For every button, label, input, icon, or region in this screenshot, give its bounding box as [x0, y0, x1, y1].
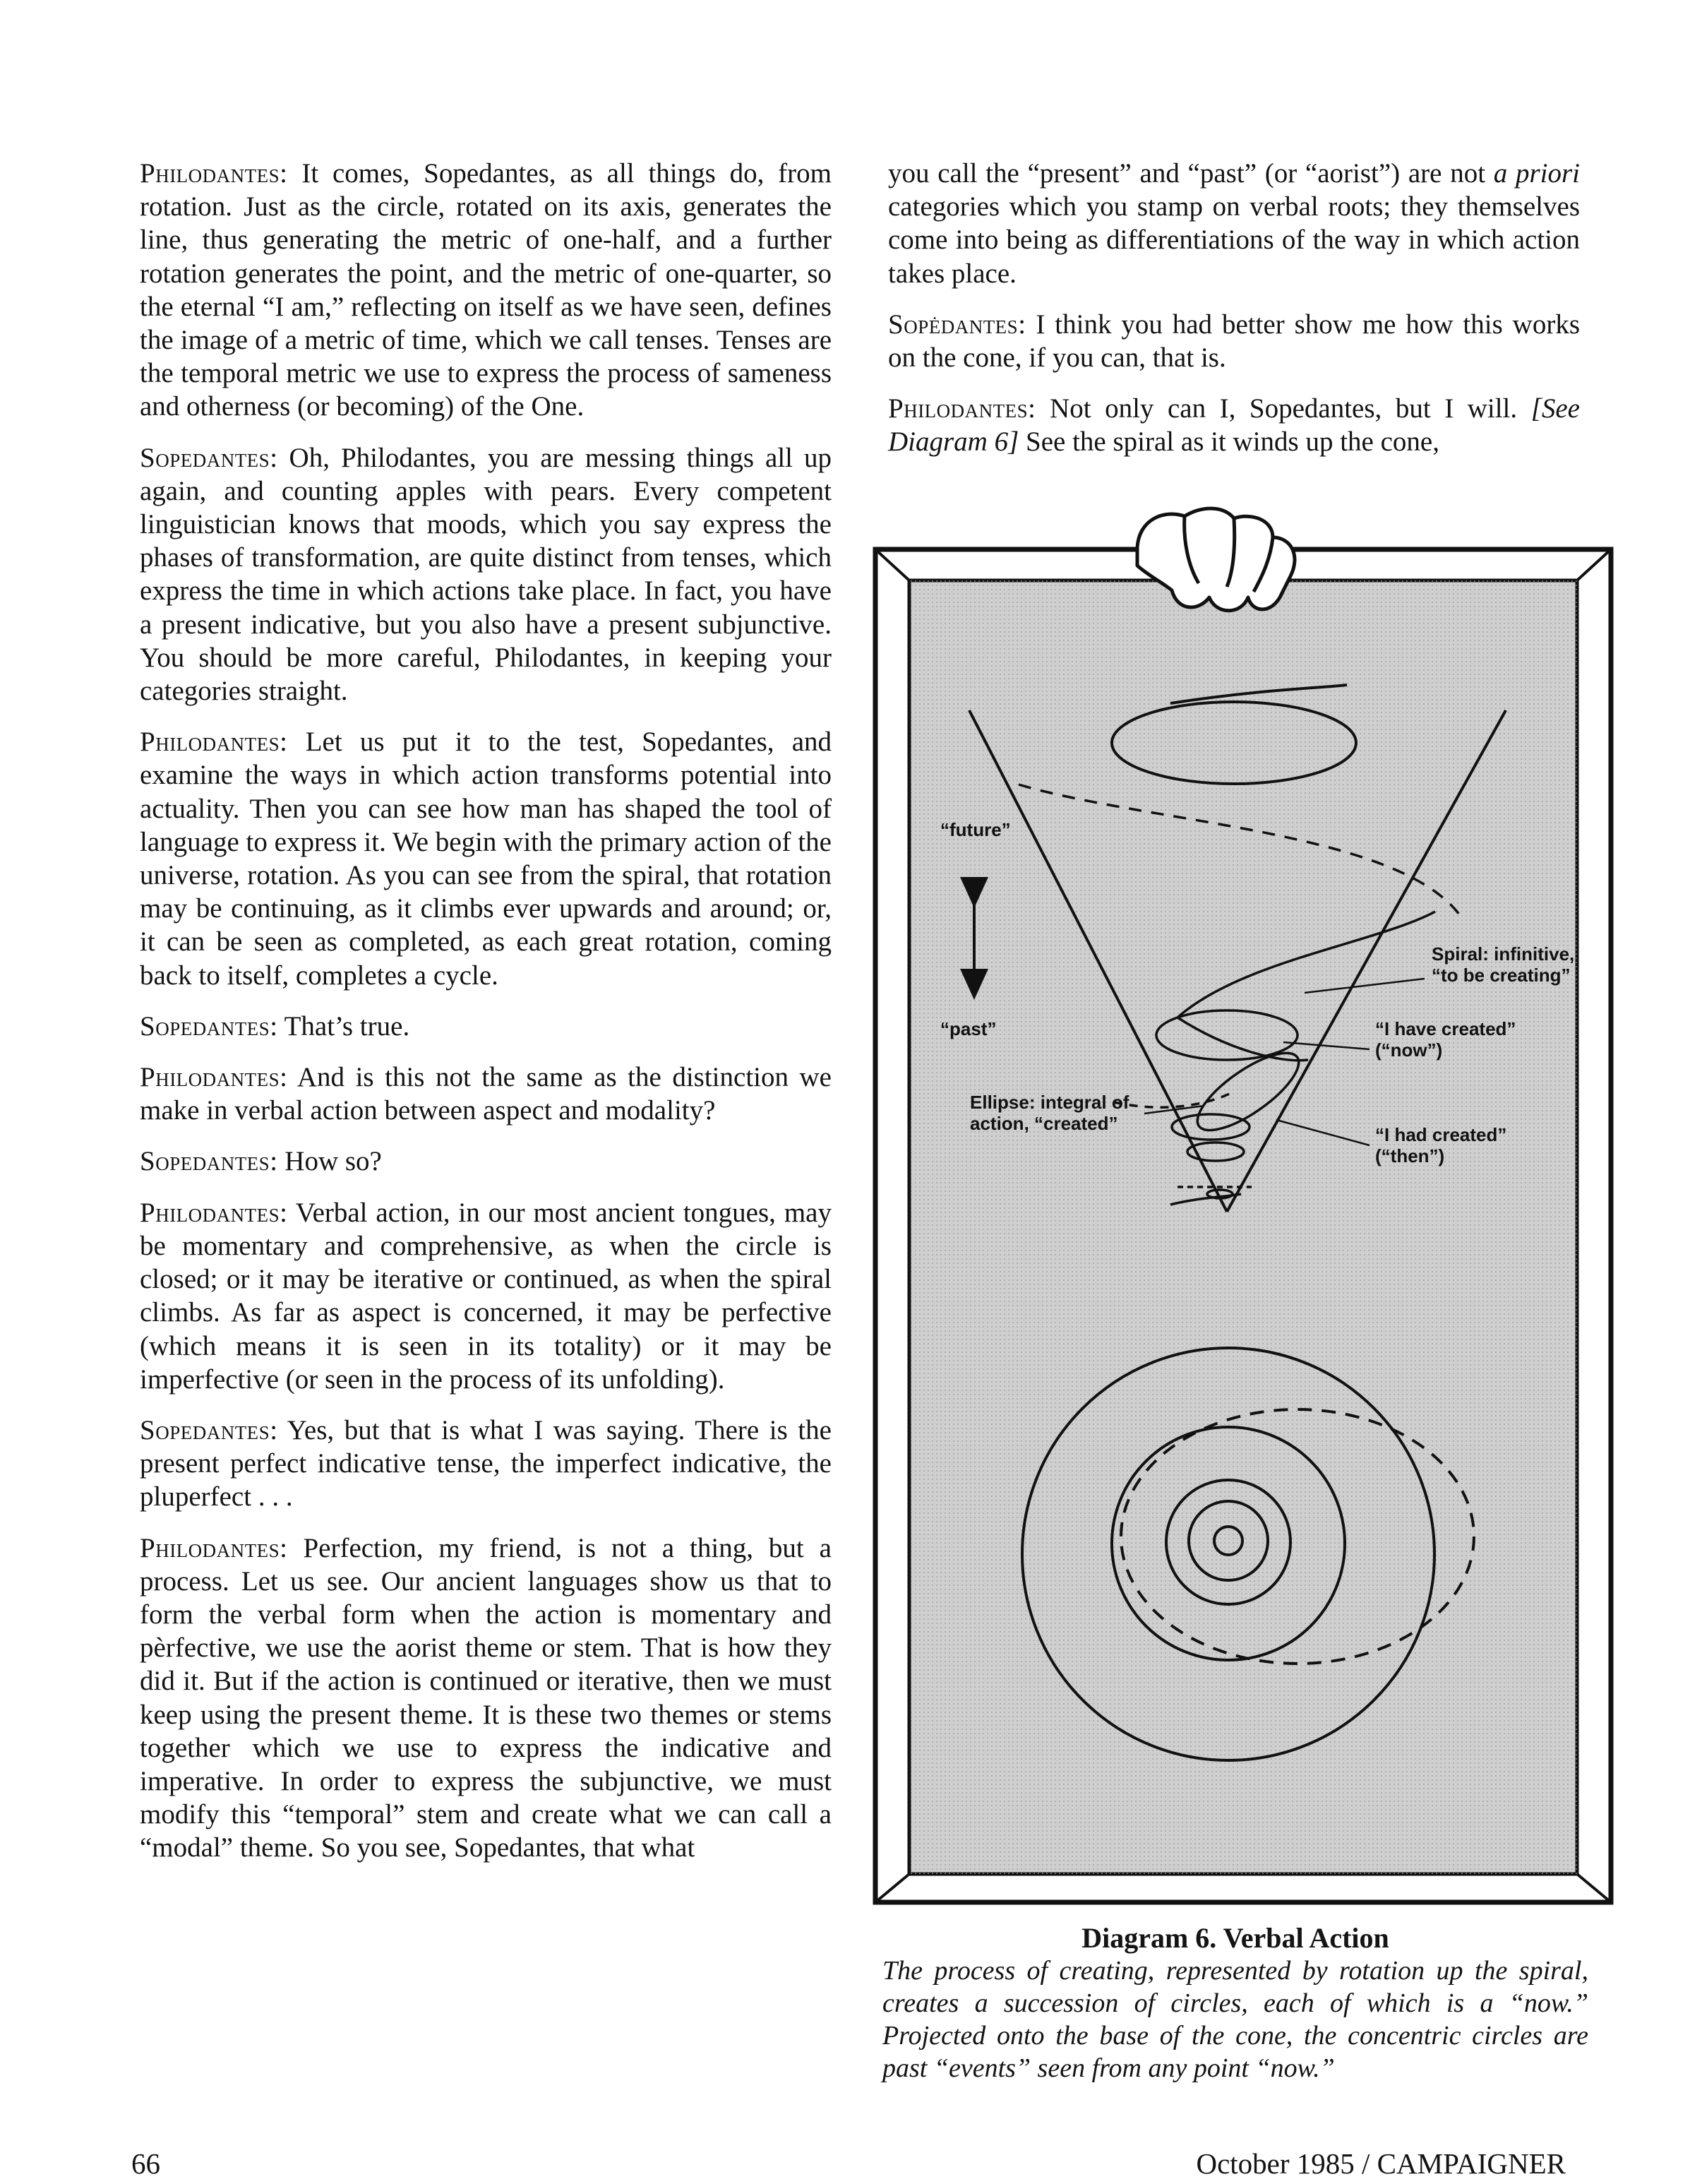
paragraph — [140, 725, 832, 992]
speaker: Sopėdantes: — [888, 309, 1026, 340]
speaker: Philodantes: — [140, 1532, 288, 1563]
paragraph — [140, 441, 832, 708]
paragraph — [888, 308, 1580, 374]
speaker: Sopedantes: — [140, 1010, 278, 1042]
paragraph — [140, 1145, 832, 1178]
paragraph — [140, 1532, 832, 1865]
label-ellipse-2: action, “created” — [970, 1113, 1118, 1134]
label-had-created-2: (“then”) — [1375, 1145, 1445, 1166]
paragraph-text: Not only can I, Sopedantes, but I will. — [1036, 393, 1531, 424]
speaker: Sopedantes: — [140, 442, 278, 473]
paragraph — [888, 392, 1580, 458]
paragraph-text: Let us put it to the test, Sopedantes, and examine the ways in which action transforms potential into actuality. Then you can see how man has shaped the tool of language to express it. We begin with the primary action of the universe, rotation. As you can see from the spiral, that rotation may be continuing, as it climbs ever upwards and around; or, it can be seen as completed, as each great rotation, coming back to itself, completes a cycle. — [140, 727, 832, 991]
page-number: 66 — [131, 2147, 160, 2180]
paragraph-text: you call the “present” and “past” (or “aorist”) are not — [888, 158, 1494, 189]
paragraph — [888, 157, 1580, 290]
label-have-created-1: “I have created” — [1375, 1018, 1516, 1039]
label-spiral-2: “to be creating” — [1432, 965, 1571, 986]
paragraph — [140, 1414, 832, 1514]
label-ellipse-1: Ellipse: integral of — [970, 1092, 1129, 1113]
speaker: Sopedantes: — [140, 1414, 278, 1445]
paragraph-text: Verbal action, in our most ancient tongues, may be momentary and comprehensive, as when the circle is closed; or it may be iterative or continued, as when the spiral climbs. As far as aspect is concerned, it may be perfective (which means it is seen in its totality) or it may be imperfective (or seen in the process of its unfolding). — [140, 1197, 832, 1395]
label-past: “past” — [940, 1018, 997, 1039]
paragraph-text: It comes, Sopedantes, as all things do, from rotation. Just as the circle, rotated on its axis, generates the line, thus generating the metric of one-half, and a further rotation generates the point, and the metric of one-quarter, so the eternal “I am,” reflecting on itself as we have seen, defines the image of a metric of time, which we call tenses. Tenses are the temporal metric we use to express the process of sameness and otherness (or becoming) of the One. — [140, 158, 832, 422]
speaker: Sopedantes: — [140, 1146, 278, 1177]
paragraph-text: And is this not the same as the distinction we make in verbal action between aspect and modality? — [140, 1062, 832, 1126]
caption-body: The process of creating, represented by rotation up the spiral, creates a succession of circles, each of which is a “now.” Projected onto the base of the cone, the concentric circles are past “events” seen from any point “now.” — [882, 1956, 1588, 2083]
paragraph — [140, 1196, 832, 1396]
paragraph-text: Oh, Philodantes, you are messing things all up again, and counting apples with pears. Every competent linguistician knows that moods, which you say express the phases of transformation, are quite distinct from tenses, which express the time in which actions take place. In fact, you have a present indicative, but you also have a present subjunctive. You should be more careful, Philodantes, in keeping your categories straight. — [140, 442, 832, 707]
speaker: Philodantes: — [140, 1197, 288, 1228]
paragraph-text: Yes, but that is what I was saying. There is the present perfect indicative tense, the imperfect indicative, the pluperfect . . . — [140, 1414, 832, 1512]
label-had-created-1: “I had created” — [1375, 1124, 1507, 1145]
paragraph — [140, 1061, 832, 1127]
speaker: Philodantes: — [888, 393, 1036, 424]
diagram-reference: [See Diagram 6] — [888, 393, 1580, 458]
frame — [875, 549, 1611, 1902]
diagram-caption — [882, 1922, 1588, 2084]
paragraph — [140, 1010, 832, 1043]
verbal-action-diagram — [867, 499, 1619, 1908]
paragraph-text: Perfection, my friend, is not a thing, but a process. Let us see. Our ancient languages show us that to form the verbal form when the action is momentary and pèrfective, we use the aorist theme or stem. That is how they did it. But if the action is continued or iterative, then we must keep using the present theme. It is these two themes or stems together which we use to express the indicative and imperative. In order to express the subjunctive, we must modify this “temporal” stem and create what we can call a “modal” theme. So you see, Sopedantes, that what — [140, 1532, 832, 1863]
speaker: Philodantes: — [140, 1062, 288, 1093]
label-future: “future” — [940, 819, 1011, 840]
paragraph-text: How so? — [277, 1146, 382, 1177]
paragraph-text: That’s true. — [277, 1010, 410, 1042]
italic-text: a priori — [1493, 158, 1580, 189]
caption-title: Diagram 6. Verbal Action — [1081, 1922, 1389, 1954]
label-have-created-2: (“now”) — [1375, 1039, 1443, 1061]
paragraph-text: I think you had better show me how this works on the cone, if you can, that is. — [888, 309, 1580, 374]
label-spiral-1: Spiral: infinitive, — [1432, 943, 1575, 965]
issue-line: October 1985 / CAMPAIGNER — [1196, 2147, 1566, 2180]
paragraph-text: See the spiral as it winds up the cone, — [1019, 426, 1439, 458]
speaker: Philodantes: — [140, 727, 288, 758]
right-column — [888, 157, 1580, 477]
paragraph-text: categories which you stamp on verbal roots; they themselves come into being as differentiations of the way in which action takes place. — [888, 191, 1580, 289]
speaker: Philodantes: — [140, 158, 288, 189]
left-column — [140, 157, 832, 1882]
paragraph — [140, 157, 832, 424]
